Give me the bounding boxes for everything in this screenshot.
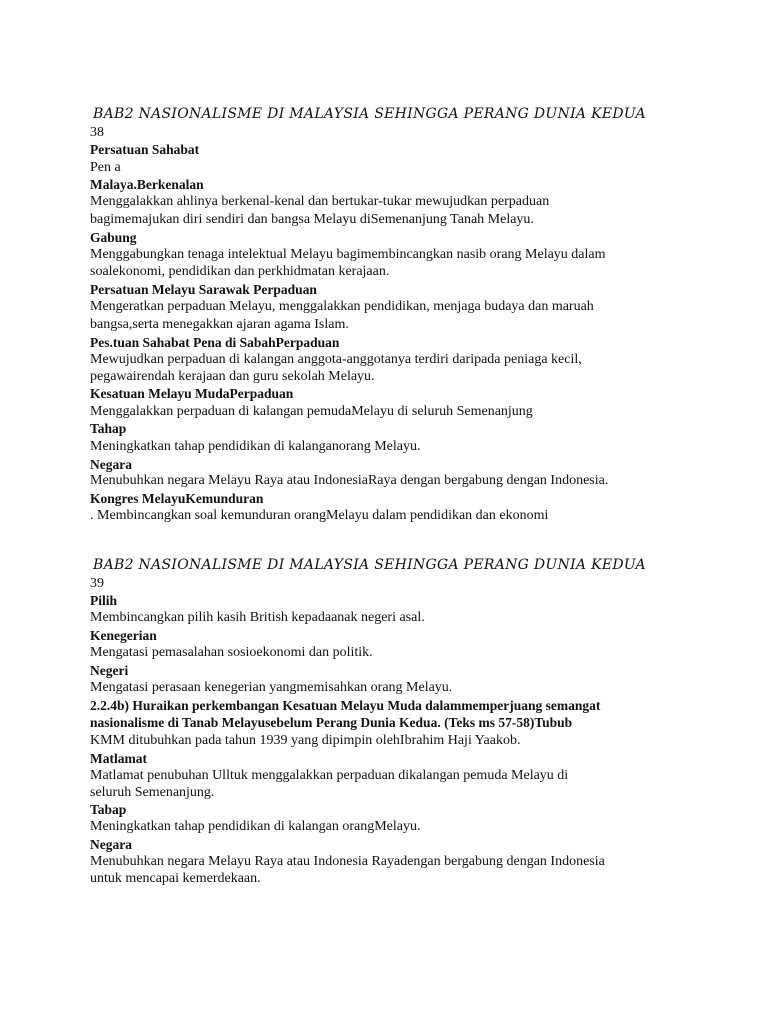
section-heading: Negeri: [90, 663, 129, 678]
body-text-line: Menubuhkan negara Melayu Raya atau Indonesia Rayadengan bergabung dengan Indonesia: [90, 854, 605, 869]
chapter-header-1: BAB2 NASIONALISME DI MALAYSIA SEHINGGA PERANG DUNIA KEDUA: [93, 106, 646, 122]
body-text-line: untuk mencapai kemerdekaan.: [90, 871, 261, 886]
section-heading: Kesatuan Melayu MudaPerpaduan: [90, 386, 294, 401]
body-text-line: Menggabungkan tenaga intelektual Melayu bagimembincangkan nasib orang Melayu dalam: [90, 247, 606, 262]
body-text-line: Menggalakkan perpaduan di kalangan pemudaMelayu di seluruh Semenanjung: [90, 404, 533, 419]
body-text-line: Matlamat penubuhan Ulltuk menggalakkan perpaduan dikalangan pemuda Melayu di: [90, 768, 569, 783]
section-heading: nasionalisme di Tanab Melayusebelum Perang Dunia Kedua. (Teks ms 57-58)Tubub: [90, 715, 573, 730]
body-text-line: Meningkatkan tahap pendidikan di kalangan orangMelayu.: [90, 819, 421, 834]
section-heading: Persatuan Sahabat: [90, 142, 200, 157]
body-text-line: Mengatasi pemasalahan sosioekonomi dan politik.: [90, 645, 373, 660]
section-heading: Matlamat: [90, 751, 147, 766]
section-heading: Kenegerian: [90, 628, 157, 643]
body-text-line: Membincangkan pilih kasih British kepadaanak negeri asal.: [90, 610, 425, 625]
body-text-line: seluruh Semenanjung.: [90, 785, 215, 800]
section-heading: Gabung: [90, 230, 137, 245]
section-heading: Negara: [90, 837, 132, 852]
body-text-line: bagimemajukan diri sendiri dan bangsa Melayu diSemenanjung Tanah Melayu.: [90, 212, 534, 227]
section-heading: Malaya.Berkenalan: [90, 177, 204, 192]
body-text-line: soalekonomi, pendidikan dan perkhidmatan kerajaan.: [90, 264, 390, 279]
section-heading: Pes.tuan Sahabat Pena di SabahPerpaduan: [90, 335, 340, 350]
section-heading: Kongres MelayuKemunduran: [90, 491, 264, 506]
body-text-line: KMM ditubuhkan pada tahun 1939 yang dipimpin olehIbrahim Haji Yaakob.: [90, 733, 521, 748]
section-heading: Persatuan Melayu Sarawak Perpaduan: [90, 282, 317, 297]
section-heading: Negara: [90, 457, 132, 472]
body-text-line: . Membincangkan soal kemunduran orangMelayu dalam pendidikan dan ekonomi: [90, 508, 549, 523]
body-text-line: Mengeratkan perpaduan Melayu, menggalakkan pendidikan, menjaga budaya dan maruah: [90, 299, 594, 314]
chapter-header-2: BAB2 NASIONALISME DI MALAYSIA SEHINGGA PERANG DUNIA KEDUA: [93, 557, 646, 573]
body-text-line: Meningkatkan tahap pendidikan di kalanganorang Melayu.: [90, 439, 421, 454]
body-text-line: Mewujudkan perpaduan di kalangan anggota-anggotanya terdiri daripada peniaga kecil,: [90, 352, 582, 367]
body-text-line: Mengatasi perasaan kenegerian yangmemisahkan orang Melayu.: [90, 680, 453, 695]
body-text-line: Pen a: [90, 160, 121, 175]
page-number-1: 38: [90, 125, 104, 140]
section-heading: Tabap: [90, 802, 127, 817]
body-text-line: bangsa,serta menegakkan ajaran agama Islam.: [90, 317, 349, 332]
section-heading: Pilih: [90, 593, 118, 608]
body-text-line: Menubuhkan negara Melayu Raya atau IndonesiaRaya dengan bergabung dengan Indonesia.: [90, 473, 609, 488]
body-text-line: Menggalakkan ahlinya berkenal-kenal dan bertukar-tukar mewujudkan perpaduan: [90, 194, 550, 209]
section-heading: 2.2.4b) Huraikan perkembangan Kesatuan Melayu Muda dalammemperjuang semangat: [90, 698, 601, 713]
page-number-2: 39: [90, 576, 104, 591]
section-heading: Tahap: [90, 421, 127, 436]
body-text-line: pegawairendah kerajaan dan guru sekolah Melayu.: [90, 369, 375, 384]
